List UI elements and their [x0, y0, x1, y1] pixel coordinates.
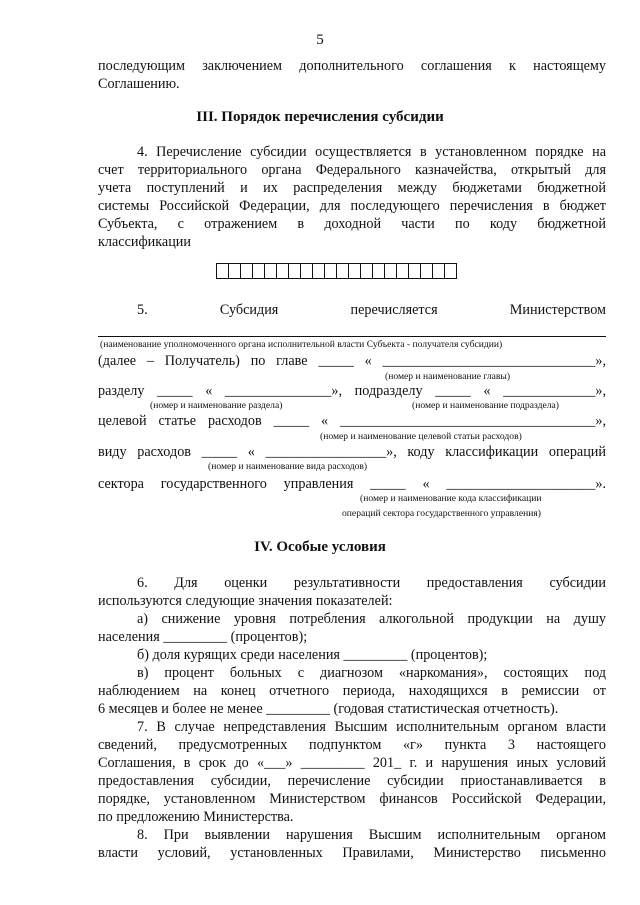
text-line: порядке, установленном Министерством финансов Российской Федерации,	[98, 791, 606, 807]
text-line: в) процент больных с диагнозом «наркомания», состоящих под	[137, 665, 606, 681]
text-line: классификации	[98, 234, 191, 250]
text-line: разделу _____ « _______________», подразделу _____ « _____________»,	[98, 383, 606, 399]
text-line: Субъекта, с отражением в доходной части по коду бюджетной	[98, 216, 606, 232]
text-line: наблюдением на конец отчетного периода, находящихся в ремиссии от	[98, 683, 606, 699]
text-line: б) доля курящих среди населения _________ (процентов);	[137, 647, 488, 663]
text-line: виду расходов _____ « _________________», коду классификации операций	[98, 444, 606, 460]
field-caption: (номер и наименование целевой статьи расходов)	[320, 431, 522, 442]
section-heading-3: III. Порядок перечисления субсидии	[196, 109, 444, 125]
text-line: сектора государственного управления _____ « _____________________».	[98, 476, 606, 492]
page-number: 5	[316, 32, 324, 48]
blank-rule	[98, 336, 606, 337]
field-caption: (наименование уполномоченного органа исполнительной власти Субъекта - получателя субсидии)	[100, 339, 503, 350]
text-line: последующим заключением дополнительного соглашения к настоящему	[98, 58, 606, 74]
section-heading-4: IV. Особые условия	[254, 539, 386, 555]
text-line: 4. Перечисление субсидии осуществляется в установленном порядке на	[137, 144, 606, 160]
text-line: а) снижение уровня потребления алкогольной продукции на душу	[137, 611, 606, 627]
text-line: используются следующие значения показателей:	[98, 593, 393, 609]
text-line: 7. В случае непредставления Высшим исполнительным органом власти	[137, 719, 606, 735]
text-line: населения _________ (процентов);	[98, 629, 308, 645]
text-line: (далее – Получатель) по главе _____ « ______________________________»,	[98, 353, 606, 369]
text-line: власти условий, установленных Правилами, Министерство письменно	[98, 845, 606, 861]
field-caption: (номер и наименование главы)	[385, 371, 511, 382]
budget-code-boxes	[216, 263, 456, 279]
text-line: 6. Для оценки результативности предоставления субсидии	[137, 575, 606, 591]
text-line: 8. При выявлении нарушения Высшим исполнительным органом	[137, 827, 606, 843]
field-caption: (номер и наименование раздела)	[150, 400, 283, 411]
code-box	[444, 263, 457, 279]
text-line: Соглашению.	[98, 76, 180, 92]
field-caption: (номер и наименование вида расходов)	[208, 461, 368, 472]
text-line: целевой статье расходов _____ « ____________________________________»,	[98, 413, 606, 429]
text-line: 6 месяцев и более не менее _________ (годовая статистическая отчетность).	[98, 701, 559, 717]
text-line: сведений, предусмотренных подпунктом «г» пункта 3 настоящего	[98, 737, 606, 753]
text-line: системы Российской Федерации, для последующего перечисления в бюджет	[98, 198, 606, 214]
field-caption: (номер и наименование подраздела)	[412, 400, 559, 411]
text-line: Соглашения, в срок до «___» _________ 201_ г. и нарушения иных условий	[98, 755, 606, 771]
text-line: предоставления субсидии, перечисление субсидии приостанавливается в	[98, 773, 606, 789]
text-line: учета поступлений и их распределения между бюджетами бюджетной	[98, 180, 606, 196]
text-line: по предложению Министерства.	[98, 809, 294, 825]
text-line: 5. Субсидия перечисляется Министерством	[137, 302, 606, 318]
field-caption: операций сектора государственного управления)	[342, 508, 541, 519]
text-line: счет территориального органа Федерального казначейства, открытый для	[98, 162, 606, 178]
field-caption: (номер и наименование кода классификации	[360, 493, 542, 504]
